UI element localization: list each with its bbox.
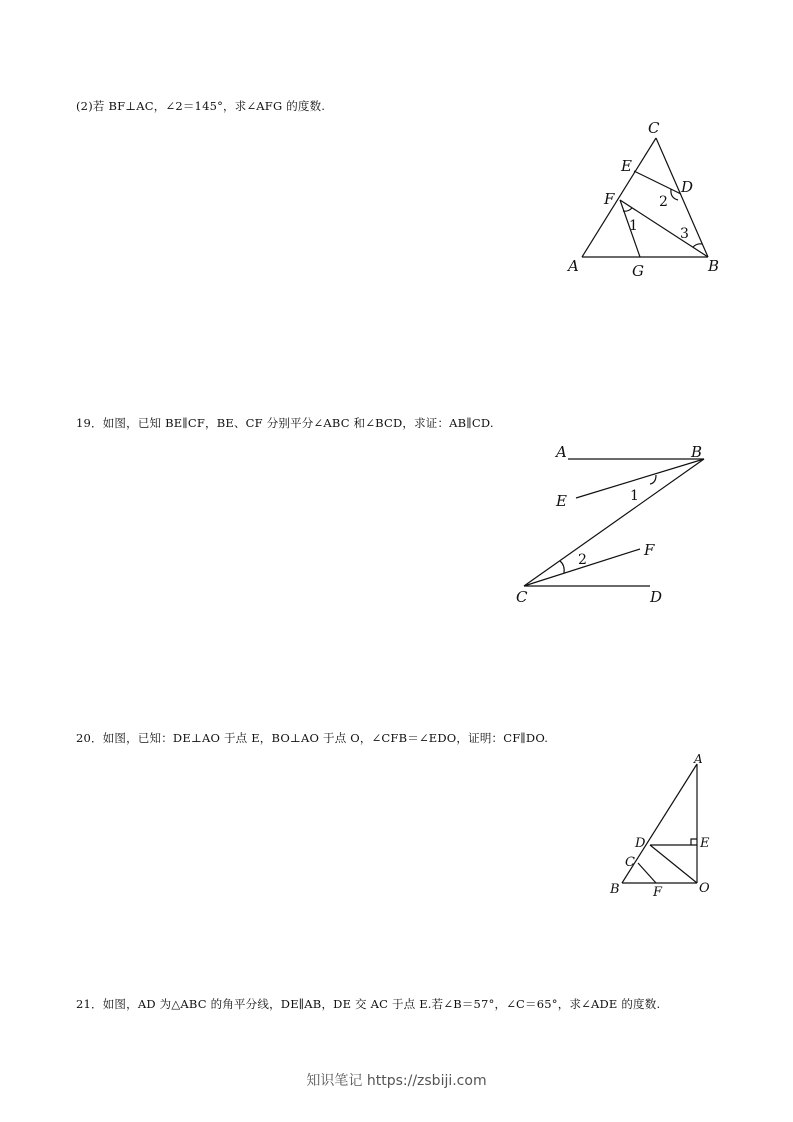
segment-cf	[638, 863, 656, 883]
figure-parallel-lines	[510, 440, 710, 610]
angle-label-3: 3	[680, 226, 689, 242]
segment-ac	[582, 138, 656, 257]
label-d: D	[681, 178, 694, 196]
label-b: B	[691, 443, 703, 461]
label-c: C	[516, 588, 528, 606]
label-b: B	[610, 882, 620, 897]
label-a: A	[568, 257, 579, 275]
label-a: A	[694, 752, 703, 766]
angle-arc-3	[693, 244, 702, 247]
label-c: C	[625, 855, 635, 870]
label-f: F	[653, 885, 663, 900]
label-e: E	[700, 836, 710, 851]
question-19: 19．如图，已知 BE∥CF，BE、CF 分别平分∠ABC 和∠BCD，求证：AB∥CD.	[76, 416, 494, 430]
question-20: 20．如图，已知：DE⊥AO 于点 E，BO⊥AO 于点 O，∠CFB＝∠EDO，证明：CF∥DO.	[76, 731, 549, 745]
label-e: E	[621, 157, 632, 175]
angle-arc-2	[560, 561, 564, 573]
label-f: F	[644, 541, 655, 559]
segment-bc	[524, 459, 704, 586]
right-angle-mark	[691, 839, 697, 845]
label-c: C	[648, 119, 660, 137]
question-18-part-2: (2)若 BF⊥AC，∠2＝145°，求∠AFG 的度数.	[76, 99, 326, 113]
segment-be	[576, 459, 704, 498]
angle-arc-1	[650, 475, 656, 484]
label-d: D	[635, 836, 646, 851]
angle-label-1: 1	[629, 218, 638, 234]
label-e: E	[556, 492, 567, 510]
question-21: 21．如图，AD 为△ABC 的角平分线，DE∥AB，DE 交 AC 于点 E.若∠B＝57°，∠C＝65°，求∠ADE 的度数.	[76, 997, 661, 1011]
footer-watermark: 知识笔记 https://zsbiji.com	[306, 1073, 487, 1089]
label-d: D	[650, 588, 663, 606]
figure-triangle-abc	[560, 118, 730, 283]
label-a: A	[556, 443, 567, 461]
segment-ed	[634, 171, 681, 194]
angle-label-2: 2	[659, 194, 668, 210]
label-b: B	[708, 257, 720, 275]
angle-arc-1	[623, 208, 632, 211]
label-f: F	[604, 190, 615, 208]
angle-label-2: 2	[578, 552, 587, 568]
label-o: O	[699, 881, 710, 896]
figure-right-triangle-abo	[605, 750, 720, 900]
segment-do	[650, 845, 697, 883]
label-g: G	[632, 262, 644, 280]
angle-label-1: 1	[630, 488, 639, 504]
